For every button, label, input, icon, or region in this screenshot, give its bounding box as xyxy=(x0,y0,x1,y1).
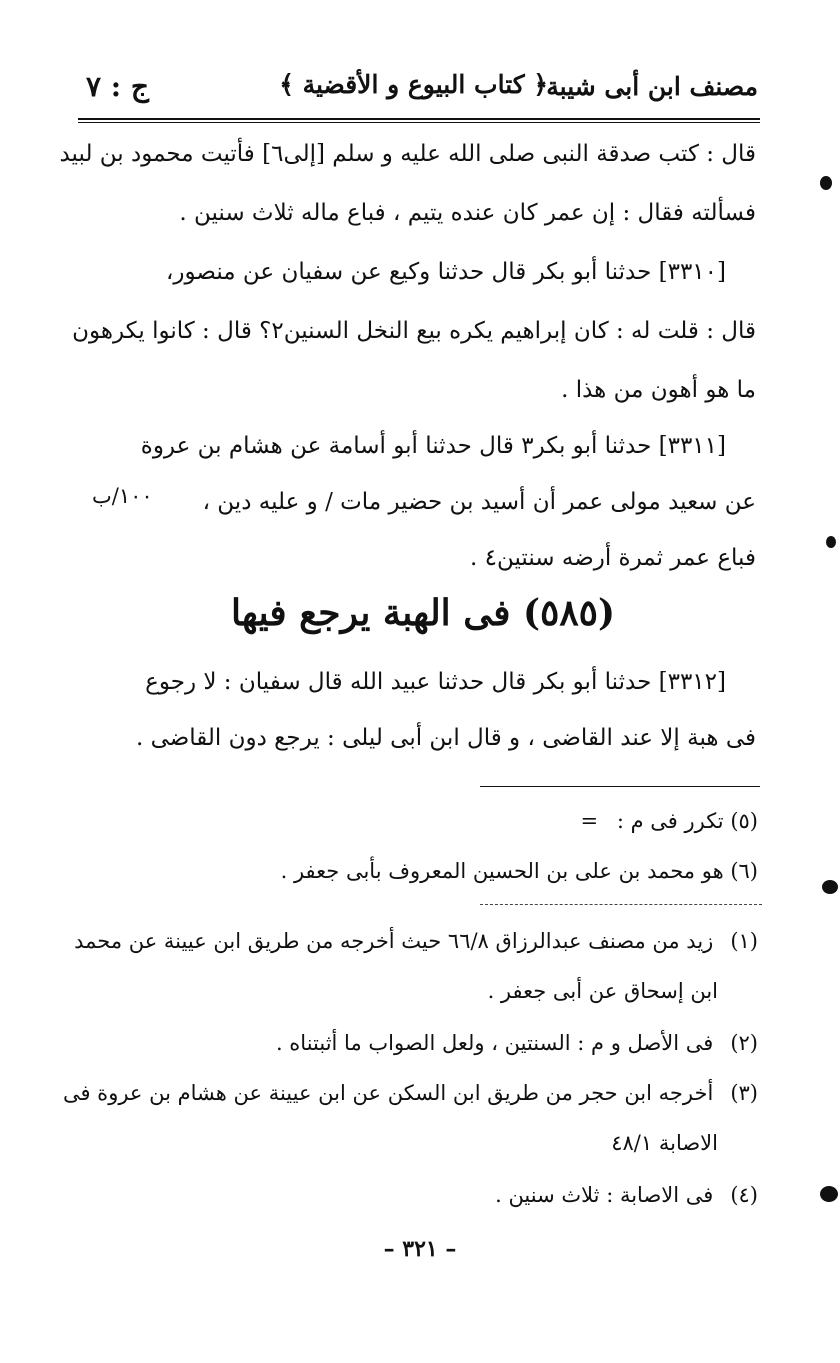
footnote-text: فى الاصابة : ثلاث سنين . xyxy=(495,1183,714,1207)
footnote xyxy=(62,1076,758,1110)
scan-edge-mark xyxy=(826,536,836,548)
scan-edge-mark xyxy=(820,176,832,190)
footnote-number: (٣) xyxy=(730,1081,758,1105)
volume-number: ج : ٧ xyxy=(86,70,149,103)
footnote-continuation: الاصابة ٤٨/١ xyxy=(611,1131,718,1155)
header-rule xyxy=(78,118,760,123)
continuation-mark: = xyxy=(580,809,599,833)
footnote-continuation: ابن إسحاق عن أبى جعفر . xyxy=(487,979,718,1003)
footnote-text: فى الأصل و م : السنتين ، ولعل الصواب ما أثبتناه . xyxy=(275,1031,714,1055)
manuscript-folio-note: ١٠٠/ب xyxy=(92,484,153,508)
footnote-number: (٢) xyxy=(730,1031,758,1055)
section-line: فى هبة إلا عند القاضى ، و قال ابن أبى ليلى : يرجع دون القاضى . xyxy=(135,725,756,751)
footnote-text: أخرجه ابن حجر من طريق ابن السكن عن ابن عيينة عن هشام بن عروة فى xyxy=(62,1081,714,1105)
section-heading: (٥٨٥) فى الهبة يرجع فيها xyxy=(230,592,616,634)
scan-edge-mark xyxy=(822,880,838,894)
carried-footnote-text: (٦) هو محمد بن على بن الحسين المعروف بأبى جعفر . xyxy=(280,859,758,883)
footnote-number: (١) xyxy=(730,929,758,953)
body-line: فباع عمر ثمرة أرضه سنتين٤ . xyxy=(469,545,756,571)
carried-footnote xyxy=(90,854,758,888)
body-line: [٣٣١٠] حدثنا أبو بكر قال حدثنا وكيع عن سفيان عن منصور، xyxy=(165,259,726,285)
footnote-number: (٤) xyxy=(730,1183,758,1207)
body-line: عن سعيد مولى عمر أن أسيد بن حضير مات / و عليه دين ، xyxy=(202,489,756,515)
footnote-divider xyxy=(480,904,762,905)
book-title: مصنف ابن أبى شيبة xyxy=(546,72,758,101)
running-header xyxy=(80,64,758,114)
chapter-title: ﴿ كتاب البيوع و الأقضية ﴾ xyxy=(279,70,548,99)
body-line: [٣٣١١] حدثنا أبو بكر٣ قال حدثنا أبو أسامة عن هشام بن عروة xyxy=(140,433,726,459)
footnote xyxy=(74,924,758,958)
body-line: قال : قلت له : كان إبراهيم يكره بيع النخل السنين٢؟ قال : كانوا يكرهون xyxy=(72,318,756,344)
footnote-separator xyxy=(480,786,760,787)
footnote xyxy=(90,1178,758,1212)
page-number: – ٣٢١ – xyxy=(383,1236,457,1262)
footnote-text: زيد من مصنف عبدالرزاق ٦٦/٨ حيث أخرجه من طريق ابن عيينة عن محمد xyxy=(74,929,714,953)
scan-edge-mark xyxy=(820,1186,838,1202)
body-line: قال : كتب صدقة النبى صلى الله عليه و سلم [إلى٦] فأتيت محمود بن لبيد xyxy=(59,141,756,167)
carried-footnote-text: (٥) تكرر فى م : xyxy=(616,809,758,833)
body-line: فسألته فقال : إن عمر كان عنده يتيم ، فباع ماله ثلاث سنين . xyxy=(179,200,756,226)
section-line: [٣٣١٢] حدثنا أبو بكر قال حدثنا عبيد الله قال سفيان : لا رجوع xyxy=(145,669,726,695)
body-line: ما هو أهون من هذا . xyxy=(561,377,756,403)
carried-footnote xyxy=(90,804,758,838)
footnote xyxy=(90,1026,758,1060)
